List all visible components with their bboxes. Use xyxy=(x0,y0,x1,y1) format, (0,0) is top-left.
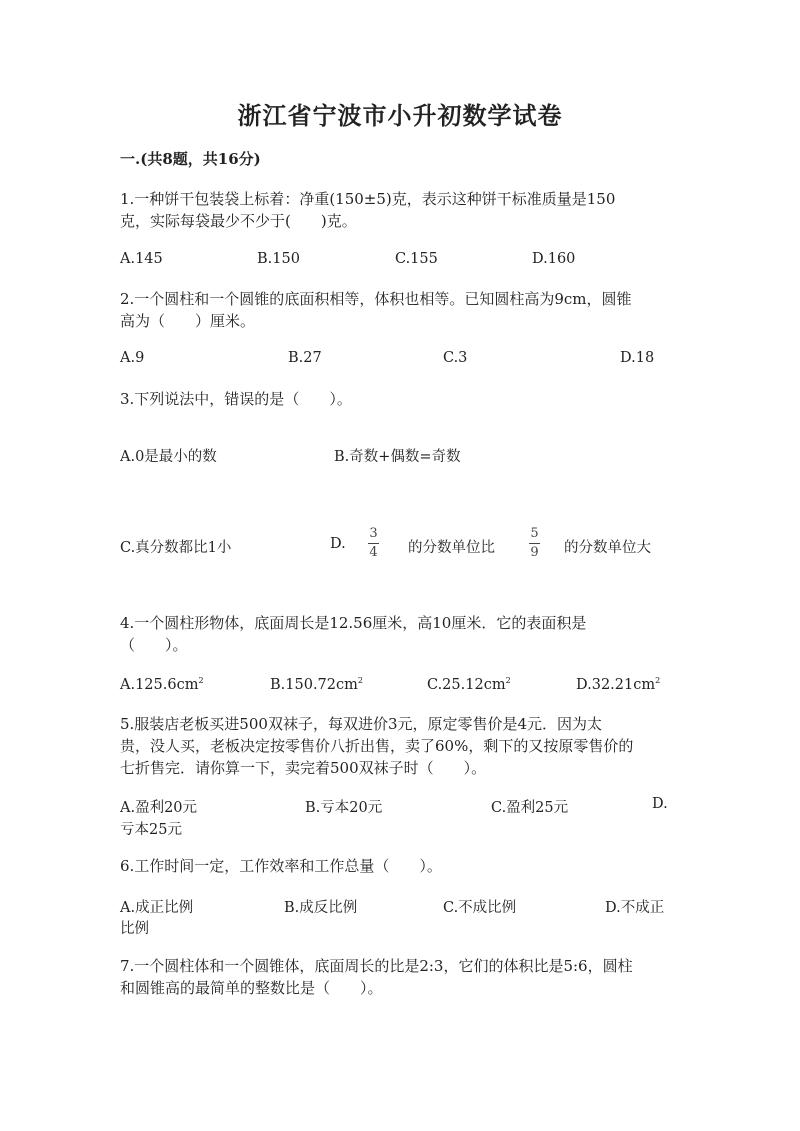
question-5-line-3: 七折售完．请你算一下，卖完着500双袜子时（ ）。 xyxy=(120,759,487,777)
q1-option-b[interactable]: B.150 xyxy=(257,251,300,267)
q5-option-d[interactable]: D. xyxy=(652,796,668,812)
question-4-line-2: （ ）。 xyxy=(120,636,188,654)
question-4-line-1: 4.一个圆柱形物体，底面周长是12.56厘米，高10厘米．它的表面积是 xyxy=(120,614,587,632)
q2-option-a[interactable]: A.9 xyxy=(120,350,145,366)
q3-option-a[interactable]: A.0是最小的数 xyxy=(120,449,217,465)
fraction-bar xyxy=(529,543,540,544)
q2-option-c[interactable]: C.3 xyxy=(443,350,468,366)
unit-superscript: 2 xyxy=(505,676,511,685)
question-7-line-1: 7.一个圆柱体和一个圆锥体，底面周长的比是2:3，它们的体积比是5:6，圆柱 xyxy=(120,957,633,975)
q3-option-d-mid-text: 的分数单位比 xyxy=(408,540,495,556)
fraction-numerator: 5 xyxy=(530,526,539,541)
q5-option-d-text[interactable]: 亏本25元 xyxy=(120,822,182,838)
section-heading: 一.(共8题，共16分) xyxy=(120,150,261,168)
fraction-denominator: 4 xyxy=(369,545,378,560)
q1-option-c[interactable]: C.155 xyxy=(395,251,438,267)
q6-option-b[interactable]: B.成反比例 xyxy=(284,900,358,916)
page-title: 浙江省宁波市小升初数学试卷 xyxy=(237,101,563,130)
q4-option-d[interactable] xyxy=(576,676,660,693)
q3-option-d[interactable]: D. xyxy=(330,536,346,552)
option-text: D.32.21cm xyxy=(576,676,656,693)
q4-option-a[interactable] xyxy=(120,676,204,693)
fraction-denominator: 9 xyxy=(530,545,539,560)
q6-option-a[interactable]: A.成正比例 xyxy=(120,900,194,916)
q3-fraction-3-4 xyxy=(368,527,379,560)
q3-option-b[interactable]: B.奇数+偶数=奇数 xyxy=(334,449,461,465)
q6-option-d[interactable]: D.不成正 xyxy=(605,900,665,916)
q3-fraction-5-9 xyxy=(529,527,540,560)
fraction-bar xyxy=(368,543,379,544)
question-3-line-1: 3.下列说法中，错误的是（ ）。 xyxy=(120,390,352,408)
q3-option-c[interactable]: C.真分数都比1小 xyxy=(120,540,232,556)
question-5-line-1: 5.服装店老板买进500双袜子，每双进价3元，原定零售价是4元．因为太 xyxy=(120,715,603,733)
unit-superscript: 2 xyxy=(357,676,363,685)
q1-option-d[interactable]: D.160 xyxy=(532,251,576,267)
fraction-numerator: 3 xyxy=(369,526,378,541)
q5-option-b[interactable]: B.亏本20元 xyxy=(305,800,383,816)
question-5-line-2: 贵，没人买，老板决定按零售价八折出售，卖了60%，剩下的又按原零售价的 xyxy=(120,737,634,755)
unit-superscript: 2 xyxy=(198,676,204,685)
option-text: A.125.6cm xyxy=(120,676,199,693)
option-text: B.150.72cm xyxy=(270,676,358,693)
q3-option-d-end-text: 的分数单位大 xyxy=(564,540,651,556)
q4-option-c[interactable] xyxy=(427,676,511,693)
q4-option-b[interactable] xyxy=(270,676,363,693)
question-2-line-1: 2.一个圆柱和一个圆锥的底面积相等，体积也相等。已知圆柱高为9cm，圆锥 xyxy=(120,290,632,308)
q6-option-d-text[interactable]: 比例 xyxy=(120,921,149,937)
option-text: C.25.12cm xyxy=(427,676,506,693)
unit-superscript: 2 xyxy=(655,676,661,685)
q2-option-d[interactable]: D.18 xyxy=(620,350,655,366)
question-1-line-1: 1.一种饼干包装袋上标着：净重(150±5)克，表示这种饼干标准质量是150 xyxy=(120,190,616,208)
question-2-line-2: 高为（ ）厘米。 xyxy=(120,312,256,330)
question-7-line-2: 和圆锥高的最简单的整数比是（ ）。 xyxy=(120,979,383,997)
question-6-line-1: 6.工作时间一定，工作效率和工作总量（ ）。 xyxy=(120,857,442,875)
q5-option-a[interactable]: A.盈利20元 xyxy=(120,800,198,816)
q1-option-a[interactable]: A.145 xyxy=(120,251,163,267)
question-1-line-2: 克，实际每袋最少不少于( )克。 xyxy=(120,212,357,230)
q6-option-c[interactable]: C.不成比例 xyxy=(443,900,517,916)
q2-option-b[interactable]: B.27 xyxy=(288,350,322,366)
q5-option-c[interactable]: C.盈利25元 xyxy=(491,800,569,816)
